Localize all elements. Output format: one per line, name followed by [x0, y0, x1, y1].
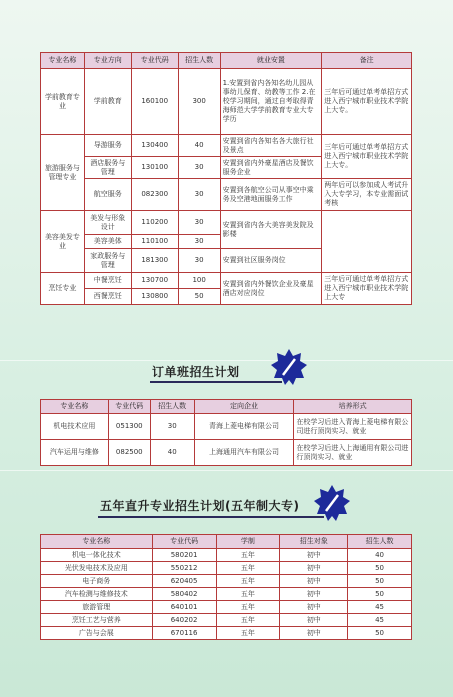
- table-row: [41, 414, 412, 440]
- col-header: 专业名称: [41, 535, 153, 549]
- code: 051300: [108, 414, 150, 440]
- section-title: 订单班招生计划: [152, 365, 240, 379]
- table-row: [41, 273, 412, 289]
- code: 130400: [131, 135, 178, 157]
- col-header: 学制: [216, 535, 280, 549]
- code: 130800: [131, 289, 178, 305]
- count: 50: [348, 588, 412, 601]
- years: 五年: [216, 614, 280, 627]
- major-name: 烹饪专业: [41, 273, 85, 305]
- col-header: 招生人数: [178, 53, 220, 69]
- table-header-row: [41, 53, 412, 69]
- table-row: [41, 601, 412, 614]
- target: 初中: [280, 601, 348, 614]
- count: 40: [178, 135, 220, 157]
- code: 620405: [152, 575, 216, 588]
- code: 160100: [131, 69, 178, 135]
- code: 082300: [131, 179, 178, 211]
- starburst-icon: [270, 348, 308, 386]
- table-row: [41, 135, 412, 157]
- code: 130100: [131, 157, 178, 179]
- direction: 美容美体: [84, 235, 131, 249]
- years: 五年: [216, 549, 280, 562]
- employment: 安置到省内外豪星酒店及餐饮服务企业: [220, 157, 322, 179]
- years: 五年: [216, 562, 280, 575]
- note: 三年后可通过单考单招方式进入西宁城市职业技术学院上大专: [322, 273, 412, 305]
- title-underline: [98, 516, 324, 518]
- code: 580402: [152, 588, 216, 601]
- code: 670116: [152, 627, 216, 640]
- direction: 导游服务: [84, 135, 131, 157]
- direction: 航空服务: [84, 179, 131, 211]
- count: 30: [150, 414, 194, 440]
- col-header: 专业名称: [41, 400, 109, 414]
- major-name: 广告与会展: [41, 627, 153, 640]
- employment: 1.安置到省内各知名幼儿园从事幼儿保育、幼教等工作 2.在校学习期间，通过自考取得青海师范大学学前教育专业大专学历: [220, 69, 322, 135]
- count: 30: [178, 249, 220, 273]
- major-name: 光伏发电技术及应用: [41, 562, 153, 575]
- col-header: 培养形式: [294, 400, 412, 414]
- direction: 美发与形象设计: [84, 211, 131, 235]
- table-header-row: [41, 400, 412, 414]
- major-name: 汽车检测与维修技术: [41, 588, 153, 601]
- col-header: 招生人数: [150, 400, 194, 414]
- employment: 安置到省内各知名各大旅行社及景点: [220, 135, 322, 157]
- major-name: 美容美发专业: [41, 211, 85, 273]
- five-year-table: [40, 534, 412, 640]
- col-header: 专业代码: [108, 400, 150, 414]
- major-plan-table: [40, 52, 412, 305]
- training-form: 在校学习后进入上海通用有限公司进行顶岗实习、就业: [294, 440, 412, 466]
- table-row: [41, 179, 412, 211]
- major-name: 机电一体化技术: [41, 549, 153, 562]
- table-header-row: [41, 535, 412, 549]
- target: 初中: [280, 549, 348, 562]
- code: 082500: [108, 440, 150, 466]
- years: 五年: [216, 588, 280, 601]
- col-header: 专业代码: [152, 535, 216, 549]
- col-header: 招生对象: [280, 535, 348, 549]
- count: 50: [348, 575, 412, 588]
- count: 50: [348, 562, 412, 575]
- count: 50: [178, 289, 220, 305]
- decorative-line: [0, 470, 453, 471]
- code: 181300: [131, 249, 178, 273]
- count: 300: [178, 69, 220, 135]
- training-form: 在校学习后进入青海上菱电梯有限公司进行顶岗实习、就业: [294, 414, 412, 440]
- employment: 安置到社区服务岗位: [220, 249, 322, 273]
- note-empty: [322, 211, 412, 273]
- count: 30: [178, 211, 220, 235]
- years: 五年: [216, 575, 280, 588]
- section-title: 五年直升专业招生计划(五年制大专): [100, 499, 300, 513]
- target: 初中: [280, 588, 348, 601]
- code: 110100: [131, 235, 178, 249]
- count: 40: [348, 549, 412, 562]
- col-header: 专业名称: [41, 53, 85, 69]
- col-header: 招生人数: [348, 535, 412, 549]
- table-row: [41, 69, 412, 135]
- note: 三年后可通过单考单招方式进入西宁城市职业技术学院上大专。: [322, 135, 412, 179]
- code: 550212: [152, 562, 216, 575]
- count: 45: [348, 614, 412, 627]
- years: 五年: [216, 601, 280, 614]
- starburst-icon: [313, 484, 351, 522]
- major-name: 学前教育专业: [41, 69, 85, 135]
- table-row: [41, 627, 412, 640]
- code: 130700: [131, 273, 178, 289]
- count: 40: [150, 440, 194, 466]
- employment: 安置到各航空公司从事空中乘务及空港地面服务工作: [220, 179, 322, 211]
- col-header: 专业方向: [84, 53, 131, 69]
- count: 30: [178, 179, 220, 211]
- title-underline: [150, 381, 282, 383]
- target: 初中: [280, 562, 348, 575]
- decorative-line: [0, 360, 453, 361]
- table-row: [41, 211, 412, 235]
- target: 初中: [280, 614, 348, 627]
- note: 两年后可以参加成人考试升入大专学习，本专业需面试考核: [322, 179, 412, 211]
- table-row: [41, 549, 412, 562]
- direction: 中餐烹饪: [84, 273, 131, 289]
- target: 初中: [280, 627, 348, 640]
- direction: 西餐烹饪: [84, 289, 131, 305]
- count: 45: [348, 601, 412, 614]
- code: 640101: [152, 601, 216, 614]
- col-header: 就业安置: [220, 53, 322, 69]
- target: 初中: [280, 575, 348, 588]
- count: 30: [178, 235, 220, 249]
- code: 110200: [131, 211, 178, 235]
- note: 三年后可通过单考单招方式进入西宁城市职业技术学院上大专。: [322, 69, 412, 135]
- table-row: [41, 562, 412, 575]
- major-name: 旅游服务与管理专业: [41, 135, 85, 211]
- table-row: [41, 614, 412, 627]
- company: 上海通用汽车有限公司: [194, 440, 294, 466]
- table-row: [41, 440, 412, 466]
- major-name: 机电技术应用: [41, 414, 109, 440]
- employment: 安置到省内外餐饮企业及豪星酒店对应岗位: [220, 273, 322, 305]
- table-row: [41, 588, 412, 601]
- code: 580201: [152, 549, 216, 562]
- direction: 酒店服务与管理: [84, 157, 131, 179]
- employment: 安置到省内各大美容美发院及影楼: [220, 211, 322, 249]
- code: 640202: [152, 614, 216, 627]
- col-header: 专业代码: [131, 53, 178, 69]
- company: 青海上菱电梯有限公司: [194, 414, 294, 440]
- count: 30: [178, 157, 220, 179]
- direction: 家政服务与管理: [84, 249, 131, 273]
- major-name: 电子商务: [41, 575, 153, 588]
- count: 100: [178, 273, 220, 289]
- table-row: [41, 575, 412, 588]
- years: 五年: [216, 627, 280, 640]
- major-name: 汽车运用与维修: [41, 440, 109, 466]
- col-header: 定向企业: [194, 400, 294, 414]
- direction: 学前教育: [84, 69, 131, 135]
- order-class-table: [40, 399, 412, 466]
- major-name: 烹饪工艺与营养: [41, 614, 153, 627]
- major-name: 旅游管理: [41, 601, 153, 614]
- col-header: 备注: [322, 53, 412, 69]
- count: 50: [348, 627, 412, 640]
